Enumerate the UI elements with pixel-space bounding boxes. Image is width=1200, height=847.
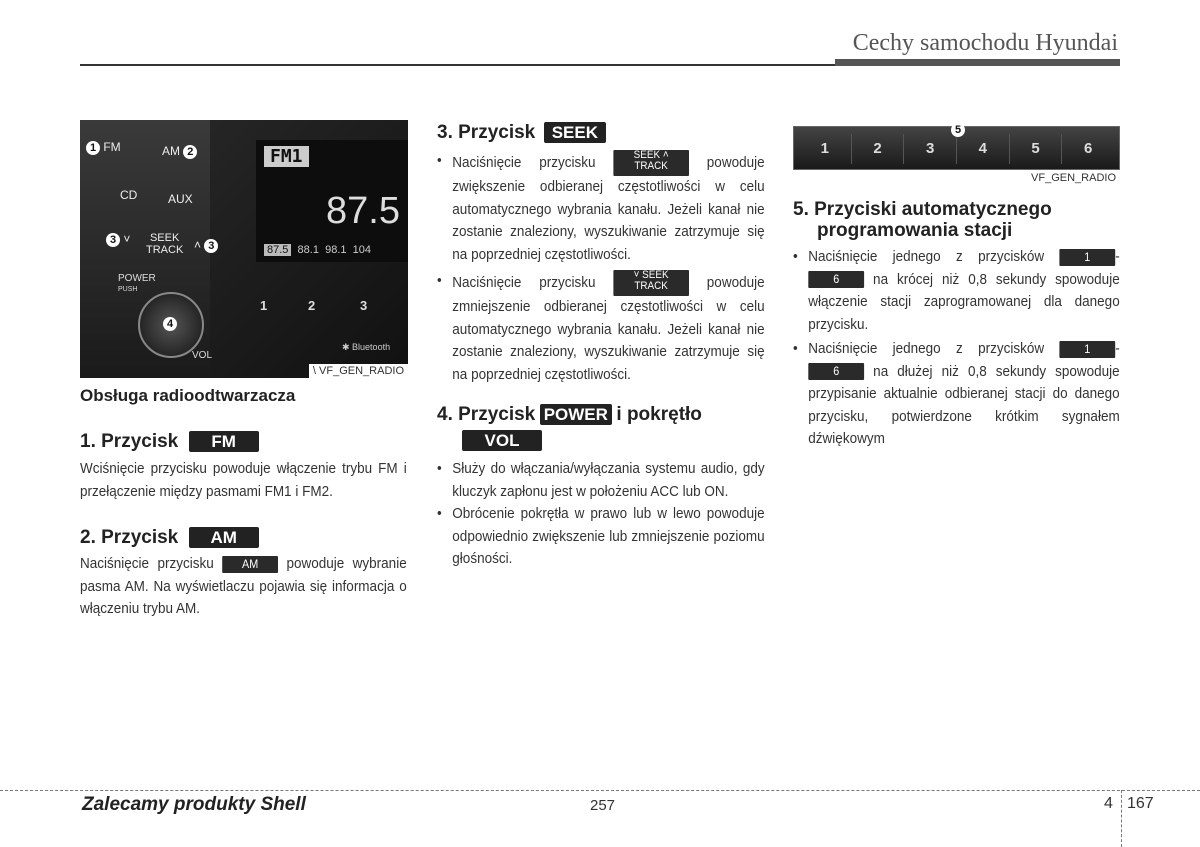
figure-caption: VF_GEN_RADIO [1027, 171, 1120, 185]
cd-label: CD [120, 188, 138, 202]
marker-5: 5 [951, 123, 965, 137]
preset-freq: 98.1 [325, 244, 347, 256]
track-text: TRACK [634, 160, 668, 172]
footer-page-center: 257 [590, 797, 616, 814]
s3-title: 3. Przycisk [437, 122, 536, 143]
preset-button: 4 [957, 134, 1010, 164]
s2-title: 2. Przycisk [80, 527, 179, 548]
s3-b1-post: powoduje zwiększenie odbieranej częstotliwości w celu automatycznego wybrania kanału. Jeżeli kanał nie zostanie znaleziony, wyszukiwanie zatrzymuje się na poprzedniej częstotliwości. [452, 153, 765, 263]
preset-6-button: 6 [808, 271, 864, 288]
s5-list [793, 246, 1120, 451]
s5-b2-post: na dłużej niż 0,8 sekundy spowoduje przypisanie aktualnie odbieranej stacji do danego przycisku, potwierdzone krótkim sygnałem dźwiękowym [808, 362, 1120, 447]
bluetooth-label: Bluetooth [352, 342, 391, 352]
preset-freq: 88.1 [297, 244, 319, 256]
track-label: TRACK [146, 244, 184, 256]
volume-knob [138, 292, 204, 358]
section-heading: Obsługa radioodtwarzacza [80, 386, 296, 405]
list-item [437, 150, 765, 266]
s3-list [437, 150, 765, 386]
seek-badge: SEEK [544, 122, 606, 143]
preset-buttons-figure [793, 126, 1120, 188]
s5-b2-pre: Naciśnięcie jednego z przycisków [808, 340, 1045, 357]
preset-freq: 104 [352, 244, 371, 256]
seek-text: SEEK [633, 149, 661, 161]
list-item: • Służy do włączania/wyłączania systemu audio, gdy kluczyk zapłonu jest w położeniu ACC lub ON. [437, 458, 765, 503]
preset-button: 2 [852, 134, 905, 164]
figure-caption: \ VF_GEN_RADIO [309, 364, 408, 378]
preset-button: 3 [904, 134, 957, 164]
aux-label: AUX [168, 192, 193, 206]
list-item: • Naciśnięcie jednego z przycisków 1 - 6 na krócej niż 0,8 sekundy spowoduje włączenie stacji zaprogramowanej dla danego przycisku. [793, 246, 1120, 336]
s1-title: 1. Przycisk [80, 431, 179, 452]
footer-divider [1121, 790, 1122, 847]
preset-button: 1 [260, 298, 268, 313]
fm-badge: FM [189, 431, 259, 452]
seek-label: SEEK [149, 232, 180, 244]
frequency-readout: 87.5 [326, 190, 400, 232]
list-item: • Obrócenie pokrętła w prawo lub w lewo powoduje odpowiednio zwiększenie lub zmniejszenie poziomu głośności. [437, 503, 765, 571]
s2-text-post: powoduje wybranie pasma AM. Na wyświetlaczu pojawia się informacja o włączeniu trybu AM. [80, 555, 407, 617]
preset-1-button: 1 [1059, 249, 1115, 266]
marker-3-left: 3 [106, 233, 120, 247]
track-text: TRACK [634, 280, 668, 292]
list-item [437, 270, 765, 386]
s5-b1-pre: Naciśnięcie jednego z przycisków [808, 248, 1045, 265]
radio-display [256, 140, 408, 262]
s2-text-pre: Naciśnięcie przycisku [80, 555, 214, 572]
push-label: PUSH [118, 286, 138, 293]
chapter-number: 4 [1104, 795, 1113, 812]
am-inline-button: AM [222, 556, 278, 573]
radio-panel-figure: 1 FM AM 2 CD AUX 3 ˅ SEEK TRACK ˄ 3 POWER PUSH 4 VOL FM1 87.5 87.5 88.1 98.1 104 1 2 3 ✱ Bluetooth \ VF_GEN_RADIO [80, 120, 408, 378]
marker-3-right: 3 [204, 239, 218, 253]
s4-title: 4. Przycisk [437, 404, 536, 425]
s3-b2-pre: Naciśnięcie przycisku [452, 273, 596, 291]
preset-6-button: 6 [808, 363, 864, 380]
page-header-title: Cechy samochodu Hyundai [852, 30, 1118, 56]
vol-label: VOL [192, 350, 213, 361]
seek-down-button [613, 270, 689, 296]
footer-rule [0, 790, 1200, 791]
preset-button: 1 [799, 134, 852, 164]
seek-up-button [613, 150, 689, 176]
page-number: 167 [1127, 795, 1154, 812]
band-indicator: FM1 [264, 146, 309, 167]
s3-b2-post: powoduje zmniejszenie odbieranej częstotliwości w celu automatycznego wybrania kanału. Jeżeli kanał nie zostanie znaleziony, wyszukiwanie zatrzymuje się na poprzedniej częstotliwości. [452, 273, 765, 383]
preset-button: 6 [1084, 140, 1093, 157]
s5-title: 5. Przyciski automatycznego programowania stacji [793, 199, 1052, 241]
am-label: AM [162, 144, 180, 158]
s5-b1-post: na krócej niż 0,8 sekundy spowoduje włączenie stacji zaprogramowanej dla danego przycisku. [808, 270, 1120, 333]
am-badge: AM [189, 527, 259, 548]
preset-button: 5 [1010, 134, 1063, 164]
chevron-up-icon: ˄ [662, 149, 669, 161]
preset-1-button: 1 [1059, 341, 1115, 358]
s4-mid: i pokrętło [616, 404, 702, 425]
preset-freq: 87.5 [264, 244, 291, 256]
vol-badge: VOL [462, 430, 542, 451]
preset-button: 3 [360, 298, 368, 313]
s4-list [437, 458, 765, 571]
seek-text: SEEK [642, 269, 669, 281]
chevron-down-icon: ˅ [633, 269, 640, 281]
s3-b1-pre: Naciśnięcie przycisku [452, 153, 596, 171]
marker-4: 4 [163, 317, 177, 331]
power-label: POWER [118, 273, 156, 284]
s1-text: Wciśnięcie przycisku powoduje włączenie trybu FM i przełączenie między pasmami FM1 i FM2. [80, 460, 407, 500]
list-item: • Naciśnięcie jednego z przycisków 1 - 6 na dłużej niż 0,8 sekundy spowoduje przypisanie aktualnie odbieranej stacji do danego przycisku, potwierdzone krótkim sygnałem dźwiękowym [793, 338, 1120, 451]
s2-text [80, 553, 407, 621]
header-bar [835, 59, 1120, 66]
preset-button: 2 [308, 298, 316, 313]
footer-slogan: Zalecamy produkty Shell [82, 794, 306, 815]
power-badge: POWER [540, 404, 612, 425]
marker-2: 2 [183, 145, 197, 159]
marker-1: 1 [86, 141, 100, 155]
fm-label: FM [103, 140, 121, 154]
